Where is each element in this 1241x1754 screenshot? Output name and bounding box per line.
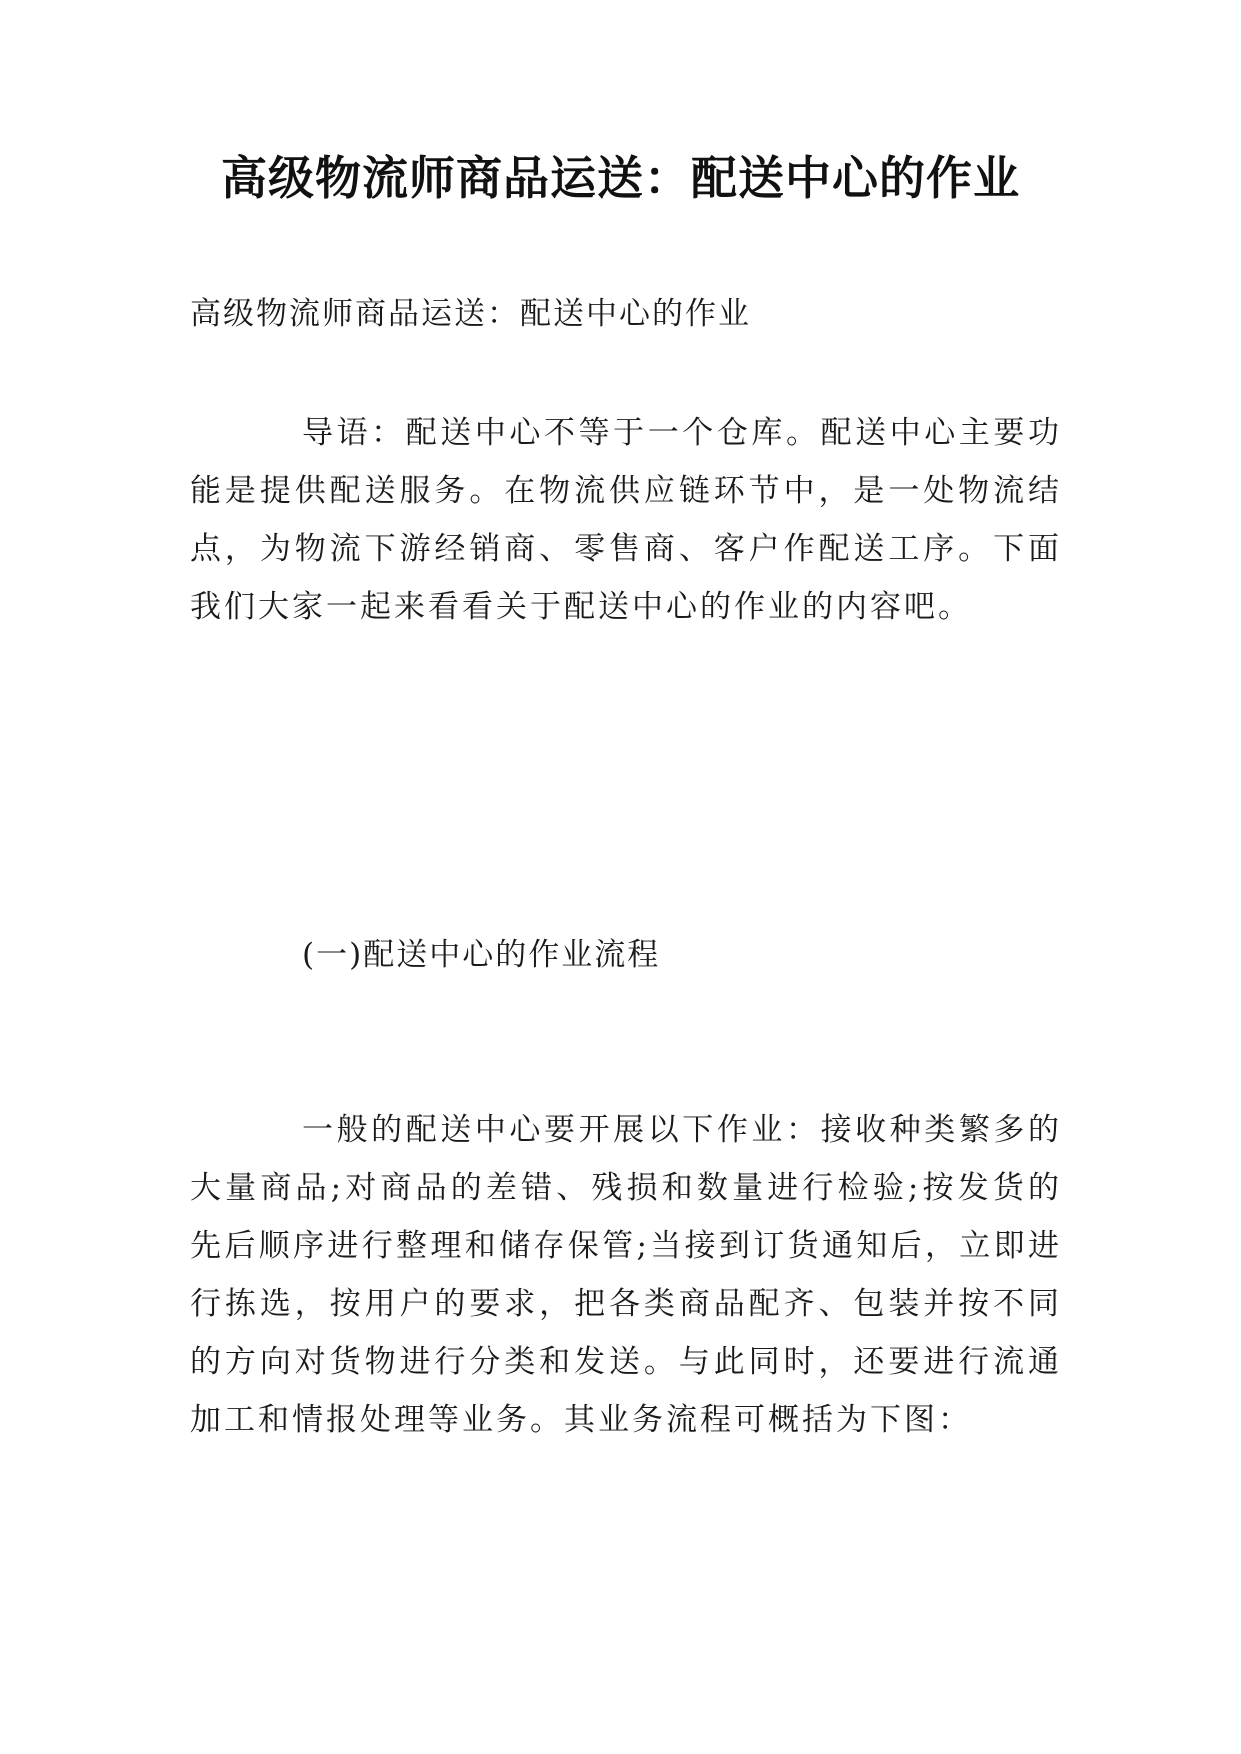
- document-subtitle: 高级物流师商品运送：配送中心的作业: [190, 296, 751, 332]
- intro-paragraph: 导语：配送中心不等于一个仓库。配送中心主要功能是提供配送服务。在物流供应链环节中，是一处物流结点，为物流下游经销商、零售商、客户作配送工序。下面我们大家一起来看看关于配送中心的作业的内容吧。: [190, 415, 1062, 625]
- section-heading: (一)配送中心的作业流程: [302, 937, 661, 973]
- document-title: 高级物流师商品运送：配送中心的作业: [221, 151, 1020, 205]
- body-paragraph: 一般的配送中心要开展以下作业：接收种类繁多的大量商品;对商品的差错、残损和数量进行检验;按发货的先后顺序进行整理和储存保管;当接到订货通知后，立即进行拣选，按用户的要求，把各类商品配齐、包装并按不同的方向对货物进行分类和发送。与此同时，还要进行流通加工和情报处理等业务。其业务流程可概括为下图：: [190, 1112, 1062, 1438]
